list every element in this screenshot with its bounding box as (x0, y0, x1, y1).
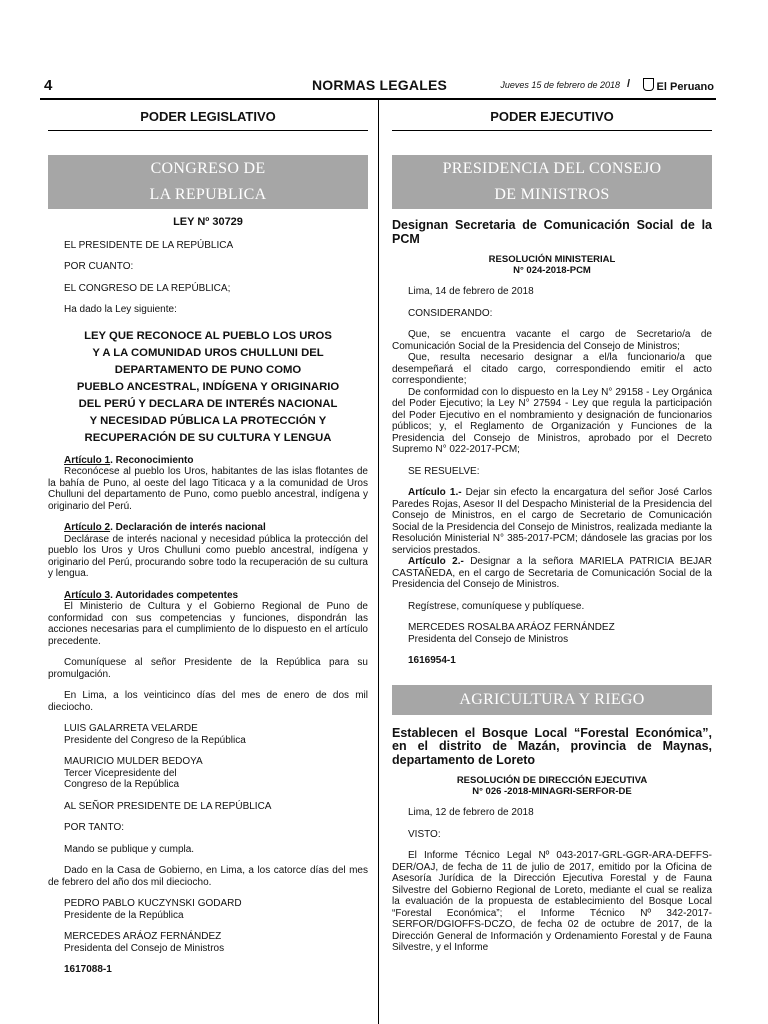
signatory-name: MAURICIO MULDER BEDOYA (64, 756, 203, 767)
signatory-role: Presidente de la República (64, 909, 184, 921)
article-text: Designar a la señora MARIELA PATRICIA BEJAR CASTAÑEDA, en el cargo de Secretaria de Comunicación Social de la Presidencia del Consejo de Ministros. (392, 556, 712, 590)
law-title-line: PUEBLO ANCESTRAL, INDÍGENA Y ORIGINARIO (76, 380, 340, 393)
el-peruano-logo (643, 78, 714, 93)
paragraph: Lima, 12 de febrero de 2018 (408, 807, 534, 818)
article-2-heading (48, 522, 368, 534)
shield-icon (643, 78, 654, 91)
paragraph: AL SEÑOR PRESIDENTE DE LA REPÚBLICA (64, 800, 272, 812)
congreso-band (48, 155, 368, 209)
paragraph: En Lima, a los veinticinco días del mes de enero de dos mil dieciocho. (48, 690, 368, 713)
article-number: Artículo 1 (64, 454, 111, 466)
paragraph: Comuníquese al señor Presidente de la República para su promulgación. (48, 657, 368, 680)
law-title-line: DEPARTAMENTO DE PUNO COMO (114, 363, 302, 376)
resolution-type: RESOLUCIÓN DE DIRECCIÓN EJECUTIVA (456, 775, 648, 786)
law-title-line: LEY QUE RECONOCE AL PUEBLO LOS UROS (84, 329, 332, 342)
band-line-1: CONGRESO DE (150, 160, 266, 177)
page-number: 4 (44, 77, 53, 94)
paragraph: Regístrese, comuníquese y publíquese. (408, 600, 585, 612)
resolution-number: N° 024-2018-PCM (513, 264, 591, 276)
agricultura-band: AGRICULTURA Y RIEGO (392, 685, 712, 715)
paragraph: Mando se publique y cumpla. (64, 843, 195, 855)
left-column (48, 104, 368, 976)
signatory-name: MERCEDES ROSALBA ARÁOZ FERNÁNDEZ (408, 622, 615, 633)
article-3-text: El Ministerio de Cultura y el Gobierno Regional de Puno de conformidad con sus competencias y funciones, dispondrán las acciones necesarias para el cumplimiento de lo dispuesto en el artículo precedente. (48, 601, 368, 647)
signatory-name: MERCEDES ARÁOZ FERNÁNDEZ (64, 931, 222, 942)
paragraph: Que, resulta necesario designar a el/la funcionario/a que desempeñará el citado cargo, correspondiendo emitir el acto correspondiente; (392, 352, 712, 386)
law-title-line: DEL PERÚ Y DECLARA DE INTERÉS NACIONAL (78, 397, 338, 410)
signatory-role: Presidenta del Consejo de Ministros (64, 942, 225, 954)
paragraph: Dado en la Casa de Gobierno, en Lima, a los catorce días del mes de febrero del año dos mil dieciocho. (48, 865, 368, 888)
paragraph: Que, se encuentra vacante el cargo de Secretario/a de Comunicación Social de la Presidencia del Consejo de Ministros; (392, 329, 712, 352)
band-line-2: DE MINISTROS (494, 186, 610, 203)
law-title-line: RECUPERACIÓN DE SU CULTURA Y LENGUA (84, 431, 332, 444)
article-3-heading (48, 590, 368, 602)
signatory-role: Congreso de la República (64, 779, 180, 790)
law-title (48, 328, 368, 447)
article-label: Artículo 2.- (408, 556, 464, 567)
article-label: Artículo 1.- (408, 487, 462, 498)
signatory-role: Presidenta del Consejo de Ministros (408, 633, 569, 645)
publication-code: 1617088-1 (64, 964, 112, 975)
article-1 (392, 487, 712, 556)
article-text: Dejar sin efecto la encargatura del señor José Carlos Paredes Rojas, Asesor II del Despacho Ministerial de la Presidencia del Consejo de Ministros, en el cargo de Secretario de Comunicación Social de la Presidencia del Consejo de Ministros, realizada mediante la Resolución Ministerial N° 385-2017-PCM; dándosele las gracias por los servicios prestados. (392, 487, 712, 556)
law-title-line: Y A LA COMUNIDAD UROS CHULLUNI DEL (92, 346, 324, 359)
paragraph: POR TANTO: (64, 822, 125, 833)
signatory-name: PEDRO PABLO KUCZYNSKI GODARD (64, 898, 242, 909)
resolution-title: Establecen el Bosque Local “Forestal Económica”, en el distrito de Mazán, provincia de Maynas, departamento de Loreto (392, 725, 712, 767)
paragraph: CONSIDERANDO: (408, 307, 493, 319)
resolution-number: N° 026 -2018-MINAGRI-SERFOR-DE (472, 785, 632, 797)
paragraph: Lima, 14 de febrero de 2018 (408, 286, 534, 297)
section-heading-legislativo: PODER LEGISLATIVO (48, 104, 368, 131)
header-separator: / (626, 78, 630, 90)
law-number: LEY Nº 30729 (173, 216, 243, 228)
paragraph: POR CUANTO: (64, 261, 134, 272)
article-name: . Reconocimiento (110, 454, 194, 466)
right-column (392, 104, 712, 954)
paragraph: Ha dado la Ley siguiente: (64, 304, 177, 315)
band-line-2: LA REPUBLICA (149, 186, 267, 203)
publication-title: NORMAS LEGALES (312, 77, 448, 93)
paragraph: El Informe Técnico Legal Nº 043-2017-GRL-GGR-ARA-DEFFS-DER/OAJ, de fecha de 11 de julio de 2017, emitido por la Oficina de Asesoría Jurídica de la Dirección Ejecutiva Forestal y de Fauna Silvestre del Gobierno Regional de Loreto, mediante el cual se realiza la evaluación de la propuesta de establecimiento del Bosque Local “Forestal Económica”; el Informe Técnico Nº 342-2017-SERFOR/DGIOFFS-DCZO, de fecha 02 de octubre de 2017, de la Dirección General de Información y Ordenamiento Forestal y de Fauna Silvestre, y el Informe (392, 850, 712, 953)
law-title-line: Y NECESIDAD PÚBLICA LA PROTECCIÓN Y (89, 414, 327, 427)
article-1-text: Reconócese al pueblo los Uros, habitantes de las islas flotantes de la bahía de Puno, al oeste del lago Titicaca y a la comunidad de Uros Chulluni del departamento de Puno, como pueblo ancestral, indígena y originario del Perú. (48, 466, 368, 512)
resolution-type: RESOLUCIÓN MINISTERIAL (488, 254, 616, 265)
article-1-heading (48, 455, 368, 467)
signatory-role: Presidente del Congreso de la República (64, 734, 246, 746)
article-name: . Declaración de interés nacional (110, 522, 266, 533)
article-number: Artículo 2 (64, 522, 111, 533)
publication-date: Jueves 15 de febrero de 2018 (500, 80, 620, 90)
article-number: Artículo 3 (64, 589, 111, 601)
article-2-text: Declárase de interés nacional y necesidad pública la protección del pueblo los Uros y Uros Chulluni como pueblo ancestral, indígena y originario del Perú, procurando sobre todo la recuperación de su cultura y lengua. (48, 533, 368, 579)
paragraph: VISTO: (408, 828, 441, 840)
section-heading-ejecutivo: PODER EJECUTIVO (392, 104, 712, 131)
signatory-name: LUIS GALARRETA VELARDE (64, 723, 198, 734)
logo-text: El Peruano (656, 81, 714, 93)
column-divider (378, 100, 379, 1024)
article-2 (392, 556, 712, 591)
band-line-1: PRESIDENCIA DEL CONSEJO (442, 160, 662, 177)
paragraph: De conformidad con lo dispuesto en la Ley N° 29158 - Ley Orgánica del Poder Ejecutivo; la Ley N° 27594 - Ley que regula la participación del Poder Ejecutivo en el nombramiento y designación de funcionarios públicos; y, el Reglamento de Organización y Funciones de la Presidencia del Consejo de Ministros, aprobado por el Decreto Supremo N° 022-2017-PCM; (392, 386, 712, 455)
article-name: . Autoridades competentes (110, 589, 239, 601)
resolution-title: Designan Secretaria de Comunicación Social de la PCM (392, 218, 712, 246)
paragraph: EL PRESIDENTE DE LA REPÚBLICA (64, 239, 234, 251)
pcm-band (392, 155, 712, 209)
paragraph: SE RESUELVE: (408, 465, 480, 477)
paragraph: EL CONGRESO DE LA REPÚBLICA; (64, 282, 231, 294)
publication-code: 1616954-1 (408, 655, 456, 666)
signatory-role: Tercer Vicepresidente del (64, 767, 177, 779)
page-header (40, 74, 716, 98)
